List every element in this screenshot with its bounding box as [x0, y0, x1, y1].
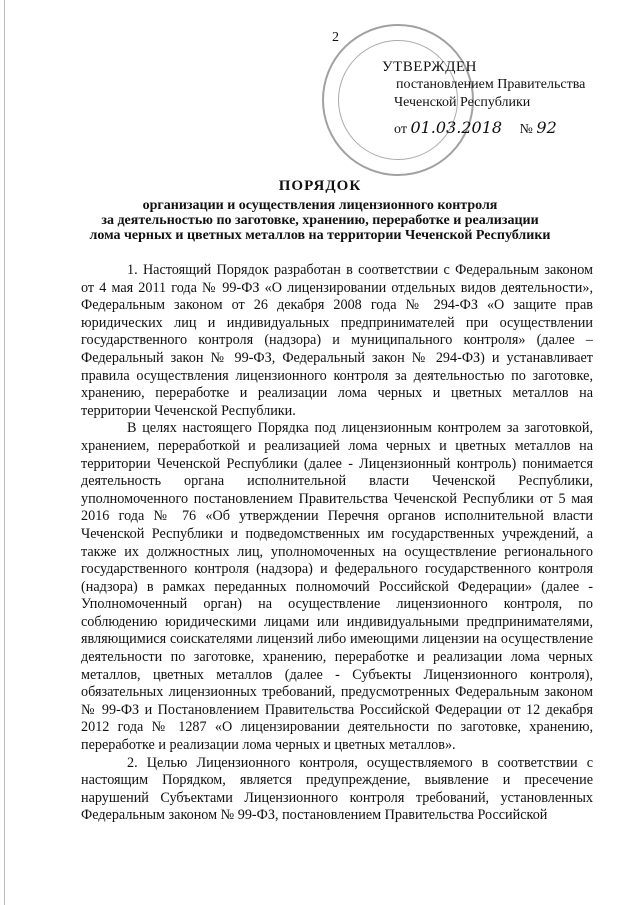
approval-block	[382, 58, 585, 112]
page-number: 2	[332, 30, 339, 45]
paragraph: В целях настоящего Порядка под лицензионным контролем за заготовкой, хранением, переработкой и реализацией лома черных и цветных металлов на территории Чеченской Республики (далее - Лицензионный контроль) понимается деятельность органа исполнительной власти Чеченской Республики, уполномоченного постановлением Правительства Чеченской Республики от 5 мая 2016 года № 76 «Об утверждении Перечня органов исполнительной власти Чеченской Республики и подведомственных им государственных учреждений, а также их должностных лиц, уполномоченных на осуществление регионального государственного контроля (надзора) и федерального государственного контроля (надзора) в рамках переданных полномочий Российской Федерации» (далее - Уполномоченный орган) на осуществление лицензионного контроля, по соблюдению юридическими лицами или индивидуальными предпринимателями, являющимися соискателями лицензий либо имеющими лицензии на осуществление деятельности по заготовке, хранению, переработке и реализации лома черных металлов, цветных металлов (далее - Субъекты Лицензионного контроля), обязательных лицензионных требований, предусмотренных Федеральным законом № 99-ФЗ и Постановлением Правительства Российской Федерации от 12 декабря 2012 года № 1287 «О лицензировании деятельности по заготовке, хранению, переработке и реализации лома черных и цветных металлов».	[81, 420, 593, 754]
approval-heading: УТВЕРЖДЕН	[382, 59, 477, 75]
document-subtitle	[0, 198, 640, 243]
document-title: ПОРЯДОК	[278, 178, 362, 194]
subtitle-line: организации и осуществления лицензионного контроля	[142, 198, 498, 213]
handwritten-number: 92	[536, 118, 557, 137]
subtitle-line: лома черных и цветных металлов на территории Чеченской Республики	[89, 228, 551, 243]
subtitle-line: за деятельностью по заготовке, хранению, переработке и реализации	[101, 213, 539, 228]
scan-edge	[4, 0, 5, 905]
approval-date-line	[394, 118, 557, 138]
date-prefix: от	[394, 122, 407, 137]
paragraph: 2. Целью Лицензионного контроля, осуществляемого в соответствии с настоящим Порядком, является предупреждение, выявление и пресечение нарушений Субъектами Лицензионного контроля требований, установленных Федеральным законом № 99-ФЗ, постановлением Правительства Российской	[81, 754, 593, 824]
approval-line-1: постановлением Правительства	[396, 77, 586, 92]
handwritten-date: 01.03.2018	[410, 118, 503, 137]
approval-line-2: Чеченской Республики	[394, 95, 531, 110]
number-prefix: №	[519, 122, 533, 137]
paragraph: 1. Настоящий Порядок разработан в соответствии с Федеральным законом от 4 мая 2011 года № 99-ФЗ «О лицензировании отдельных видов деятельности», Федеральным законом от 26 декабря 2008 года № 294-ФЗ «О защите прав юридических лиц и индивидуальных предпринимателей при осуществлении государственного контроля (надзора) и муниципального контроля» (далее – Федеральный закон № 99-ФЗ, Федеральный закон № 294-ФЗ) и устанавливает правила осуществления лицензионного контроля за деятельностью по заготовке, хранению, переработке и реализации лома черных и цветных металлов на территории Чеченской Республики.	[81, 262, 593, 419]
document-body	[81, 262, 593, 825]
